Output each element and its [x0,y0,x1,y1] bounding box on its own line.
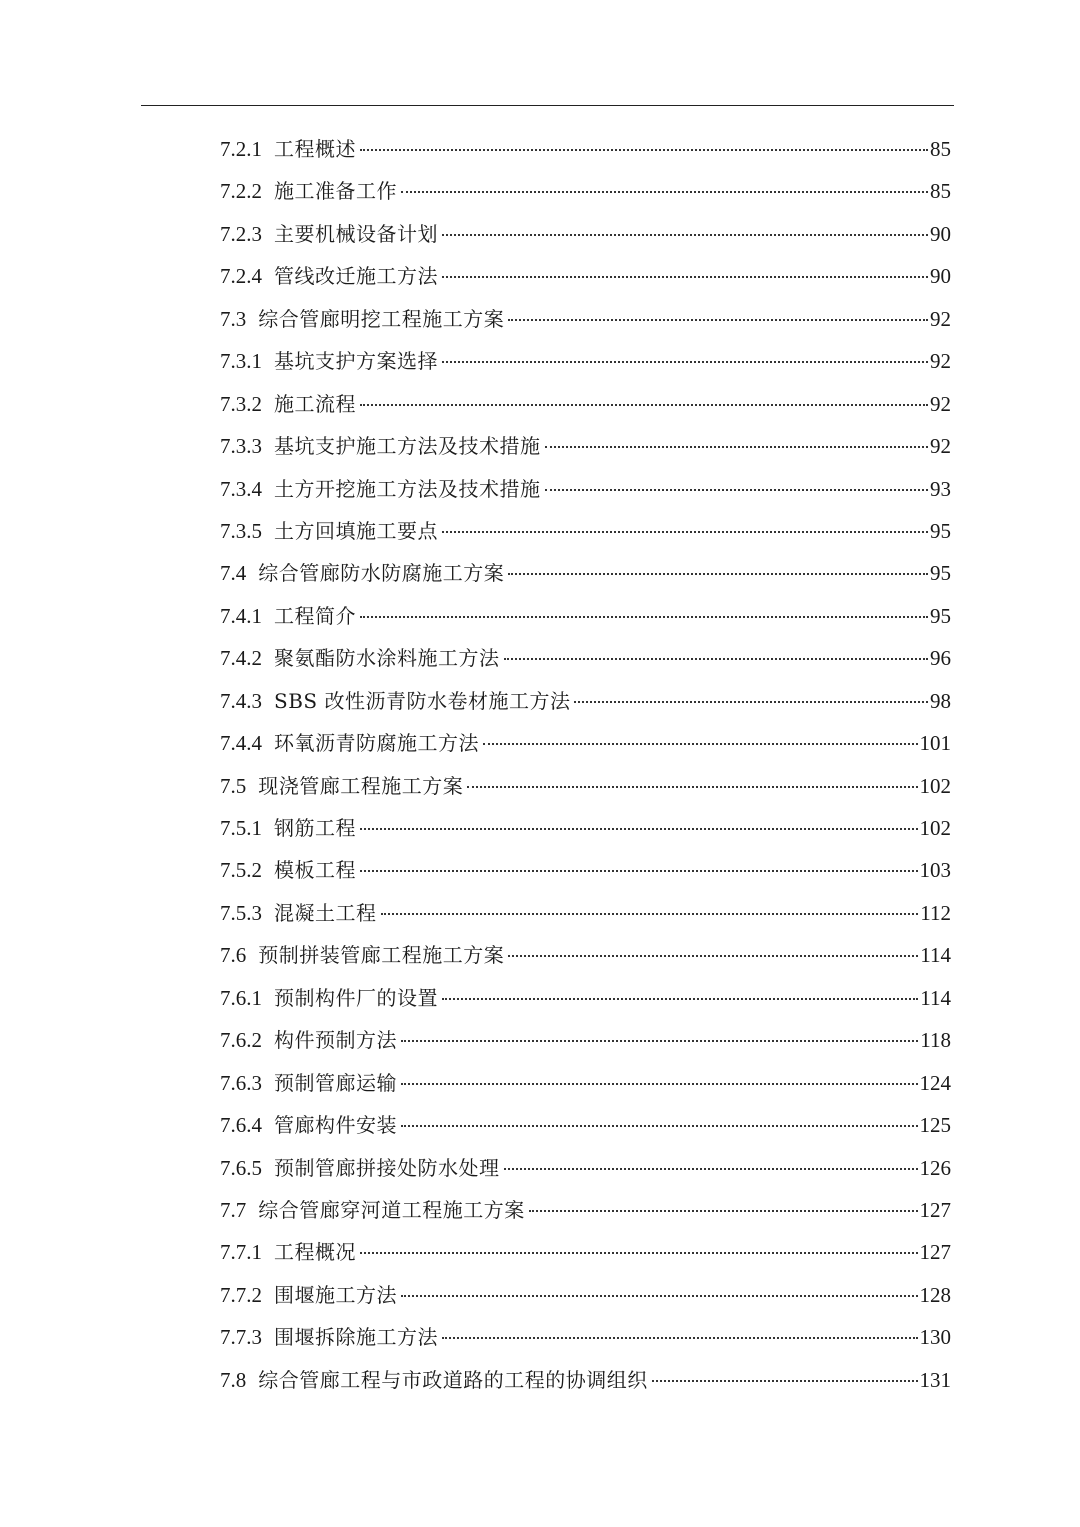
toc-entry-title: 综合管廊防水防腐施工方案 [258,561,505,586]
toc-entry-title: 预制管廊拼接处防水处理 [274,1155,500,1180]
toc-entry[interactable] [220,1104,951,1146]
toc-entry-title: 基坑支护施工方法及技术措施 [274,434,541,459]
toc-entry-page-number: 125 [919,1113,951,1138]
toc-entry-number: 7.4.2 [220,646,262,671]
toc-dot-leader [360,1252,918,1254]
toc-dot-leader [545,446,929,448]
toc-entry-page-number: 126 [919,1155,951,1180]
toc-entry-number: 7.5 [220,773,247,798]
toc-dot-leader [401,1040,918,1042]
toc-entry-title: 施工流程 [274,391,356,416]
toc-entry-number: 7.3.4 [220,476,262,501]
toc-entry-number: 7.3.3 [220,434,262,459]
header-divider [141,105,954,106]
toc-entry-number: 7.7 [220,1197,247,1222]
toc-entry-number: 7.5.2 [220,858,262,883]
toc-entry-title: 综合管廊明挖工程施工方案 [258,306,505,331]
toc-entry[interactable] [220,977,951,1019]
toc-entry-title: 主要机械设备计划 [274,221,438,246]
toc-entry-number: 7.7.1 [220,1240,262,1265]
toc-entry-title: 钢筋工程 [274,816,356,840]
toc-entry[interactable] [220,722,951,764]
toc-entry[interactable] [220,255,951,297]
toc-entry-page-number: 114 [920,985,951,1010]
toc-entry-page-number: 92 [930,306,951,331]
toc-entry-title: 围堰拆除施工方法 [274,1325,438,1350]
toc-entry-number: 7.5.1 [220,816,262,840]
toc-entry-title: 施工准备工作 [274,179,397,204]
toc-entry-page-number: 124 [919,1070,951,1095]
toc-entry[interactable] [220,213,951,255]
toc-dot-leader [529,1210,918,1212]
toc-dot-leader [442,361,928,363]
toc-entry-number: 7.6.5 [220,1155,262,1180]
toc-entry-title: 预制构件厂的设置 [274,985,438,1010]
toc-dot-leader [381,913,919,915]
toc-entry-title: 构件预制方法 [274,1028,397,1053]
toc-entry[interactable] [220,468,951,510]
toc-dot-leader [442,276,928,278]
toc-entry[interactable] [220,170,951,212]
toc-entry[interactable] [220,637,951,679]
toc-entry-page-number: 95 [930,603,951,628]
toc-entry-number: 7.7.3 [220,1325,262,1350]
toc-entry[interactable] [220,1019,951,1061]
toc-entry[interactable] [220,849,951,891]
toc-entry-number: 7.3.5 [220,518,262,543]
toc-dot-leader [545,489,929,491]
toc-entry[interactable] [220,1062,951,1104]
toc-entry[interactable] [220,1189,951,1231]
toc-entry-number: 7.3.1 [220,349,262,374]
toc-dot-leader [360,870,918,872]
toc-entry-page-number: 128 [919,1282,951,1307]
toc-dot-leader [360,149,928,151]
toc-entry[interactable] [220,1359,951,1401]
toc-entry[interactable] [220,128,951,170]
toc-entry-number: 7.4.1 [220,603,262,628]
toc-dot-leader [504,658,929,660]
toc-entry-title: 环氧沥青防腐施工方法 [274,731,479,756]
toc-entry-page-number: 102 [919,816,951,840]
toc-dot-leader [360,616,928,618]
toc-dot-leader [442,234,928,236]
toc-entry-page-number: 114 [920,943,951,968]
toc-dot-leader [504,1168,918,1170]
toc-entry-page-number: 118 [920,1028,951,1053]
toc-entry-page-number: 85 [930,137,951,161]
toc-entry[interactable] [220,1147,951,1189]
toc-entry-number: 7.4.4 [220,731,262,756]
toc-entry-number: 7.6.3 [220,1070,262,1095]
toc-entry-number: 7.6.2 [220,1028,262,1053]
toc-entry-title: 管线改迁施工方法 [274,264,438,289]
toc-entry-title: 土方开挖施工方法及技术措施 [274,476,541,501]
toc-entry-title: 现浇管廊工程施工方案 [258,773,464,798]
toc-entry[interactable] [220,1231,951,1273]
toc-entry-number: 7.2.1 [220,137,262,161]
toc-dot-leader [483,743,918,745]
toc-entry[interactable] [220,892,951,934]
toc-entry-number: 7.6.1 [220,985,262,1010]
toc-dot-leader [401,1125,918,1127]
toc-entry-number: 7.2.4 [220,264,262,289]
toc-entry-title: 预制拼装管廊工程施工方案 [258,943,505,968]
toc-entry-number: 7.3.2 [220,391,262,416]
toc-entry-page-number: 95 [930,518,951,543]
toc-entry[interactable] [220,510,951,552]
toc-entry[interactable] [220,807,951,849]
toc-entry-page-number: 93 [930,476,951,501]
toc-dot-leader [401,1295,918,1297]
toc-dot-leader [508,319,928,321]
toc-dot-leader [508,955,918,957]
toc-dot-leader [508,573,928,575]
toc-entry-page-number: 85 [930,179,951,204]
toc-entry-page-number: 92 [930,391,951,416]
toc-dot-leader [360,404,928,406]
toc-entry-page-number: 103 [919,858,951,883]
toc-entry-page-number: 90 [930,221,951,246]
toc-entry-title: 综合管廊穿河道工程施工方案 [258,1197,525,1222]
toc-dot-leader [360,828,918,830]
toc-entry-title: 基坑支护方案选择 [274,349,438,374]
toc-entry-number: 7.4 [220,561,247,586]
toc-entry-number: 7.2.3 [220,221,262,246]
toc-entry-page-number: 92 [930,434,951,459]
table-of-contents [220,128,951,1401]
toc-entry-page-number: 102 [919,773,951,798]
toc-entry-number: 7.3 [220,306,247,331]
toc-entry-title: 预制管廊运输 [274,1070,397,1095]
toc-entry-page-number: 127 [919,1197,951,1222]
toc-entry-page-number: 101 [919,731,951,756]
toc-entry[interactable] [220,552,951,594]
toc-entry-title: SBS 改性沥青防水卷材施工方法 [274,688,571,713]
toc-entry[interactable] [220,934,951,976]
toc-entry-title: 工程简介 [274,603,356,628]
toc-entry-title: 管廊构件安装 [274,1113,397,1138]
toc-entry-title: 模板工程 [274,858,356,883]
toc-entry-title: 工程概述 [274,137,356,161]
toc-entry[interactable] [220,340,951,382]
toc-entry[interactable] [220,595,951,637]
toc-entry-number: 7.6.4 [220,1113,262,1138]
toc-entry-title: 围堰施工方法 [274,1282,397,1307]
toc-entry-page-number: 130 [919,1325,951,1350]
toc-dot-leader [401,191,928,193]
toc-entry-number: 7.7.2 [220,1282,262,1307]
toc-dot-leader [467,786,917,788]
toc-entry-page-number: 90 [930,264,951,289]
toc-entry-page-number: 127 [919,1240,951,1265]
toc-entry-number: 7.6 [220,943,247,968]
toc-dot-leader [401,1083,918,1085]
toc-entry-title: 聚氨酯防水涂料施工方法 [274,646,500,671]
toc-dot-leader [652,1380,918,1382]
toc-entry-number: 7.5.3 [220,900,262,925]
toc-entry-page-number: 96 [930,646,951,671]
toc-entry-number: 7.2.2 [220,179,262,204]
toc-entry-number: 7.4.3 [220,688,262,713]
toc-entry-page-number: 131 [919,1367,951,1392]
toc-entry[interactable] [220,765,951,807]
toc-entry-page-number: 112 [920,900,951,925]
toc-entry[interactable] [220,1274,951,1316]
toc-dot-leader [442,1337,918,1339]
toc-entry-page-number: 95 [930,561,951,586]
toc-entry-title: 混凝土工程 [274,900,377,925]
toc-entry[interactable] [220,298,951,340]
toc-dot-leader [442,998,918,1000]
toc-entry[interactable] [220,383,951,425]
toc-entry-title: 综合管廊工程与市政道路的工程的协调组织 [258,1367,648,1392]
toc-entry-page-number: 92 [930,349,951,374]
toc-dot-leader [574,701,928,703]
toc-entry-title: 工程概况 [274,1240,356,1265]
toc-entry[interactable] [220,680,951,722]
toc-dot-leader [442,531,928,533]
toc-entry-page-number: 98 [930,688,951,713]
toc-entry-number: 7.8 [220,1367,247,1392]
toc-entry[interactable] [220,1316,951,1358]
toc-entry-title: 土方回填施工要点 [274,518,438,543]
toc-entry[interactable] [220,425,951,467]
